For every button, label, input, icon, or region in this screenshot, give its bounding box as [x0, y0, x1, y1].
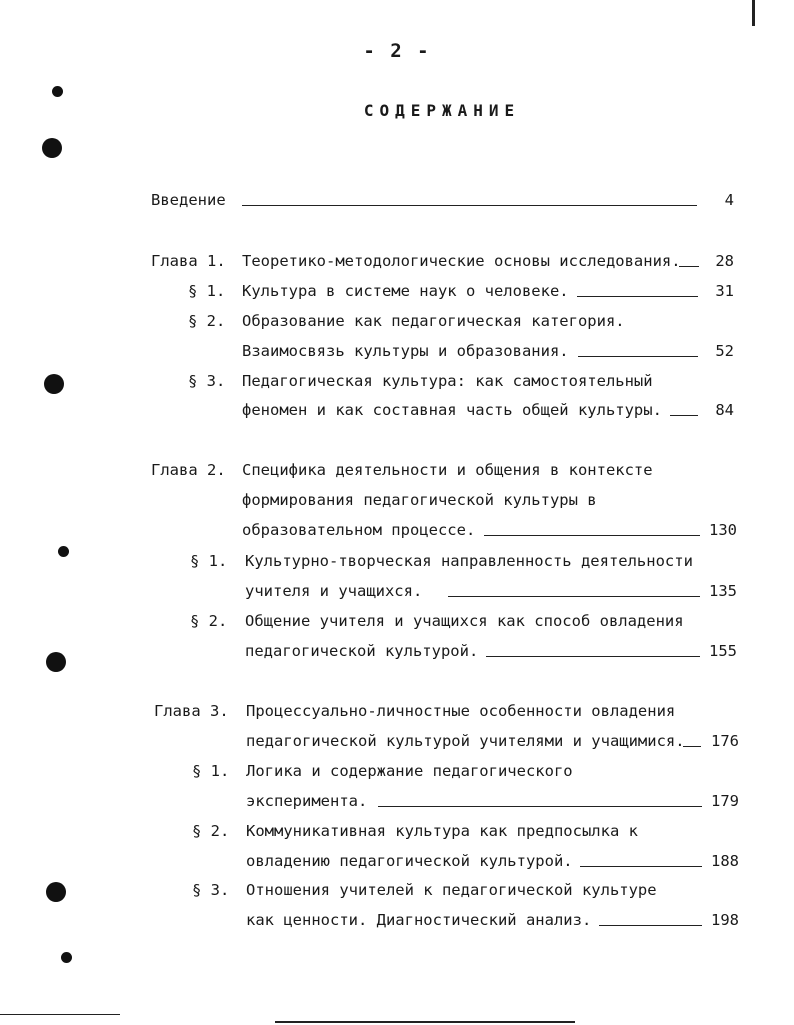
- toc-intro-page: 4: [724, 191, 734, 209]
- toc-section-label: § 2.: [190, 612, 228, 630]
- toc-intro-label: Введение: [151, 191, 226, 209]
- toc-section-title: Коммуникативная культура как предпосылка к: [246, 822, 638, 840]
- toc-section-title: Культурно-творческая направленность деятельности: [245, 552, 693, 570]
- toc-chapter-title: Специфика деятельности и общения в контексте: [242, 461, 653, 479]
- toc-chapter-title: образовательном процессе.: [242, 521, 476, 539]
- toc-section-title: Взаимосвязь культуры и образования.: [242, 342, 569, 360]
- toc-section-label: § 1.: [190, 552, 228, 570]
- toc-section-page: 84: [715, 401, 734, 419]
- toc-section-title: как ценности. Диагностический анализ.: [246, 911, 592, 929]
- toc-section-title: Культура в системе наук о человеке.: [242, 282, 569, 300]
- toc-section-title: эксперимента.: [246, 792, 368, 810]
- toc-leader: [486, 656, 700, 657]
- toc-leader: [378, 806, 702, 807]
- toc-section-title: Педагогическая культура: как самостоятельный: [242, 372, 653, 390]
- page-number: - 2 -: [363, 40, 431, 62]
- toc-section-page: 52: [715, 342, 734, 360]
- toc-chapter-title: формирования педагогической культуры в: [242, 491, 597, 509]
- toc-section-label: § 2.: [188, 312, 226, 330]
- toc-chapter-label: Глава 3.: [154, 702, 229, 720]
- toc-chapter-page: 176: [711, 732, 739, 750]
- toc-section-title: Общение учителя и учащихся как способ овладения: [245, 612, 684, 630]
- toc-section-page: 179: [711, 792, 739, 810]
- toc-section-title: Образование как педагогическая категория.: [242, 312, 625, 330]
- toc-chapter-page: 130: [709, 521, 737, 539]
- page-title: СОДЕРЖАНИЕ: [363, 101, 521, 120]
- toc-leader: [448, 596, 700, 597]
- toc-section-page: 155: [709, 642, 737, 660]
- toc-chapter-title: Процессуально-личностные особенности овладения: [246, 702, 676, 720]
- toc-chapter-title: педагогической культурой учителями и учащимися.: [246, 732, 685, 750]
- toc-section-label: § 3.: [192, 881, 230, 899]
- toc-section-label: § 1.: [188, 282, 226, 300]
- toc-leader: [242, 205, 697, 206]
- toc-chapter-label: Глава 1.: [151, 252, 226, 270]
- toc-leader: [484, 535, 700, 536]
- toc-section-label: § 3.: [188, 372, 226, 390]
- toc-section-page: 31: [715, 282, 734, 300]
- toc-chapter-page: 28: [715, 252, 734, 270]
- toc-chapter-label: Глава 2.: [151, 461, 226, 479]
- toc-section-title: учителя и учащихся.: [245, 582, 423, 600]
- toc-section-page: 135: [709, 582, 737, 600]
- toc-section-label: § 1.: [192, 762, 230, 780]
- toc-section-page: 198: [711, 911, 739, 929]
- toc-section-title: овладению педагогической культурой.: [246, 852, 573, 870]
- toc-section-title: Логика и содержание педагогического: [246, 762, 573, 780]
- toc-section-title: феномен и как составная часть общей культуры.: [242, 401, 662, 419]
- toc-section-label: § 2.: [192, 822, 230, 840]
- toc-section-title: Отношения учителей к педагогической культуре: [246, 881, 657, 899]
- toc-section-page: 188: [711, 852, 739, 870]
- toc-chapter-title: Теоретико-методологические основы исследования.: [242, 252, 681, 270]
- toc-section-title: педагогической культурой.: [245, 642, 479, 660]
